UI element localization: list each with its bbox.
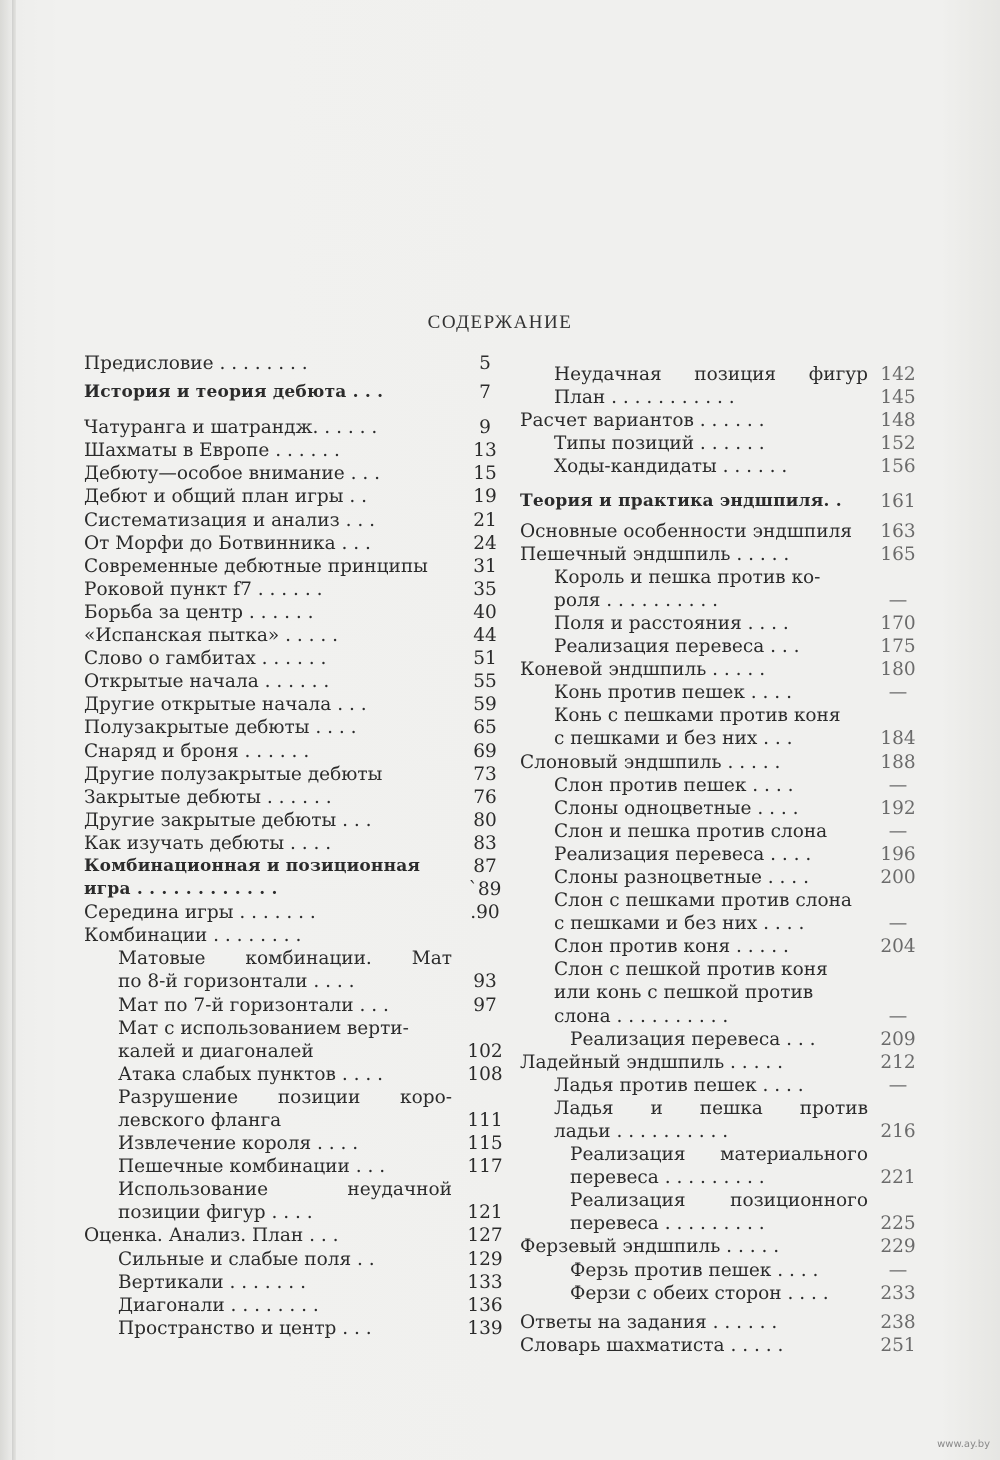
toc-entry: перевеса . . . . . . . . . 225 [570, 1213, 916, 1235]
toc-entry: роля . . . . . . . . . . — [554, 589, 908, 611]
toc-entry: Реализация перевеса . . . 175 [554, 636, 916, 658]
toc-entry: Оценка. Анализ. План . . . 127 [84, 1225, 503, 1247]
toc-entry: Слон против пешек . . . . — [554, 774, 908, 796]
toc-entry: Извлечение короля . . . . 115 [118, 1133, 503, 1155]
toc-entry: слона . . . . . . . . . . — [554, 1005, 908, 1027]
toc-entry: ладьи . . . . . . . . . . 216 [554, 1121, 916, 1142]
toc-entry: перевеса . . . . . . . . . 221 [570, 1167, 916, 1189]
toc-entry: Коневой эндшпиль . . . . . 180 [520, 659, 916, 681]
toc-entry: Как изучать дебюты . . . . 83 [84, 832, 497, 854]
toc-entry: Словарь шахматиста . . . . . 251 [520, 1334, 916, 1356]
toc-section-heading: Комбинационная и позиционная 87 [84, 855, 497, 877]
toc-entry: Разрушение позиции коро- [118, 1086, 452, 1108]
toc-section-heading: Теория и практика эндшпиля. . 161 [520, 491, 916, 513]
toc-entry: Слон и пешка против слона — [554, 820, 908, 842]
toc-entry: Реализация материального [570, 1144, 868, 1166]
toc-entry: Ладья и пешка против [554, 1097, 868, 1119]
toc-entry: Ферзи с обеих сторон . . . . 233 [570, 1282, 916, 1304]
toc-entry: Слон с пешками против слона [554, 890, 852, 912]
toc-entry: Атака слабых пунктов . . . . 108 [118, 1063, 503, 1085]
toc-entry: Реализация перевеса . . . . 196 [554, 843, 916, 865]
toc-column-left [84, 352, 514, 1340]
toc-entry: Ферзь против пешек . . . . — [570, 1259, 908, 1281]
toc-entry: Другие закрытые дебюты . . . 80 [84, 809, 497, 831]
toc-entry: Слово о гамбитах . . . . . . 51 [84, 648, 497, 670]
toc-entry: Диагонали . . . . . . . . 136 [118, 1294, 503, 1316]
toc-section-heading: игра . . . . . . . . . . . . `89 [84, 879, 502, 901]
toc-entry: по 8-й горизонтали . . . . 93 [118, 971, 497, 993]
page-binding-edge [12, 0, 16, 1460]
toc-entry: Реализация перевеса . . . 209 [570, 1028, 916, 1050]
toc-entry: Слоны разноцветные . . . . 200 [554, 866, 916, 888]
toc-entry: Дебют и общий план игры . . 19 [84, 486, 497, 508]
toc-entry: Матовые комбинации. Мат [118, 948, 452, 970]
toc-entry: Использование неудачной [118, 1179, 452, 1201]
toc-entry: Закрытые дебюты . . . . . . 76 [84, 786, 497, 808]
toc-entry: От Морфи до Ботвинника . . . 24 [84, 532, 497, 554]
toc-entry: Типы позиций . . . . . . 152 [554, 433, 916, 455]
toc-entry: Другие полузакрытые дебюты 73 [84, 763, 497, 785]
toc-entry: Слоновый эндшпиль . . . . . 188 [520, 751, 916, 773]
toc-entry: Конь с пешками против коня [554, 705, 841, 727]
toc-entry: Систематизация и анализ . . . 21 [84, 509, 497, 531]
toc-entry: Середина игры . . . . . . . .90 [84, 902, 500, 924]
watermark: www.ay.by [937, 1439, 990, 1450]
toc-entry: с пешками и без них . . . 184 [554, 728, 916, 750]
toc-entry: или конь с пешкой против [554, 982, 814, 1004]
toc-entry: Чатуранга и шатрандж. . . . . . 9 [84, 417, 491, 439]
toc-entry: Ответы на задания . . . . . . 238 [520, 1311, 916, 1333]
toc-entry: Неудачная позиция фигур 142 [554, 364, 916, 385]
toc-entry: Слон против коня . . . . . 204 [554, 936, 916, 958]
toc-entry: Другие открытые начала . . . 59 [84, 694, 497, 716]
toc-entry: Шахматы в Европе . . . . . . 13 [84, 440, 497, 462]
toc-entry: Ладья против пешек . . . . — [554, 1074, 908, 1096]
toc-entry: Ферзевый эндшпиль . . . . . 229 [520, 1236, 916, 1258]
toc-column-right [520, 363, 930, 1357]
toc-entry: Открытые начала . . . . . . 55 [84, 671, 497, 693]
toc-entry: Предисловие . . . . . . . . 5 [84, 353, 491, 374]
toc-entry: Комбинации . . . . . . . . [84, 925, 302, 947]
toc-entry: калей и диагоналей 102 [118, 1040, 503, 1062]
toc-entry: Пространство и центр . . . 139 [118, 1317, 503, 1339]
toc-entry: Борьба за центр . . . . . . 40 [84, 601, 497, 623]
toc-entry: Ладейный эндшпиль . . . . . 212 [520, 1051, 916, 1073]
toc-entry: Основные особенности эндшпиля 163 [520, 520, 916, 542]
toc-entry: «Испанская пытка» . . . . . 44 [84, 625, 497, 647]
toc-entry: Современные дебютные принципы 31 [84, 555, 497, 577]
toc-entry: Роковой пункт f7 . . . . . . 35 [84, 578, 497, 600]
toc-entry: Сильные и слабые поля . . 129 [118, 1248, 503, 1270]
toc-entry: Ходы-кандидаты . . . . . . 156 [554, 456, 916, 478]
toc-entry: Пешечный эндшпиль . . . . . 165 [520, 543, 916, 565]
toc-entry: Поля и расстояния . . . . 170 [554, 612, 916, 634]
toc-entry: Расчет вариантов . . . . . . 148 [520, 410, 916, 432]
toc-entry: левского фланга 111 [118, 1110, 503, 1131]
toc-section-heading: История и теория дебюта . . . 7 [84, 382, 491, 404]
toc-entry: Снаряд и броня . . . . . . 69 [84, 740, 497, 762]
toc-entry: Реализация позиционного [570, 1190, 868, 1212]
toc-entry: Конь против пешек . . . . — [554, 682, 908, 704]
toc-entry: Мат по 7-й горизонтали . . . 97 [118, 994, 497, 1016]
toc-entry: Полузакрытые дебюты . . . . 65 [84, 717, 497, 739]
toc-entry: Пешечные комбинации . . . 117 [118, 1156, 503, 1178]
toc-entry: Слоны одноцветные . . . . 192 [554, 797, 916, 819]
toc-entry: с пешками и без них . . . . — [554, 913, 908, 935]
toc-entry: позиции фигур . . . . 121 [118, 1202, 503, 1224]
toc-entry: Дебюту—особое внимание . . . 15 [84, 463, 497, 485]
toc-entry: Король и пешка против ко- [554, 566, 821, 588]
toc-entry: Вертикали . . . . . . . 133 [118, 1271, 503, 1293]
toc-entry: Мат с использованием верти- [118, 1017, 409, 1039]
page-title: СОДЕРЖАНИЕ [427, 312, 573, 333]
toc-entry: План . . . . . . . . . . . 145 [554, 387, 916, 409]
toc-entry: Слон с пешкой против коня [554, 959, 828, 981]
